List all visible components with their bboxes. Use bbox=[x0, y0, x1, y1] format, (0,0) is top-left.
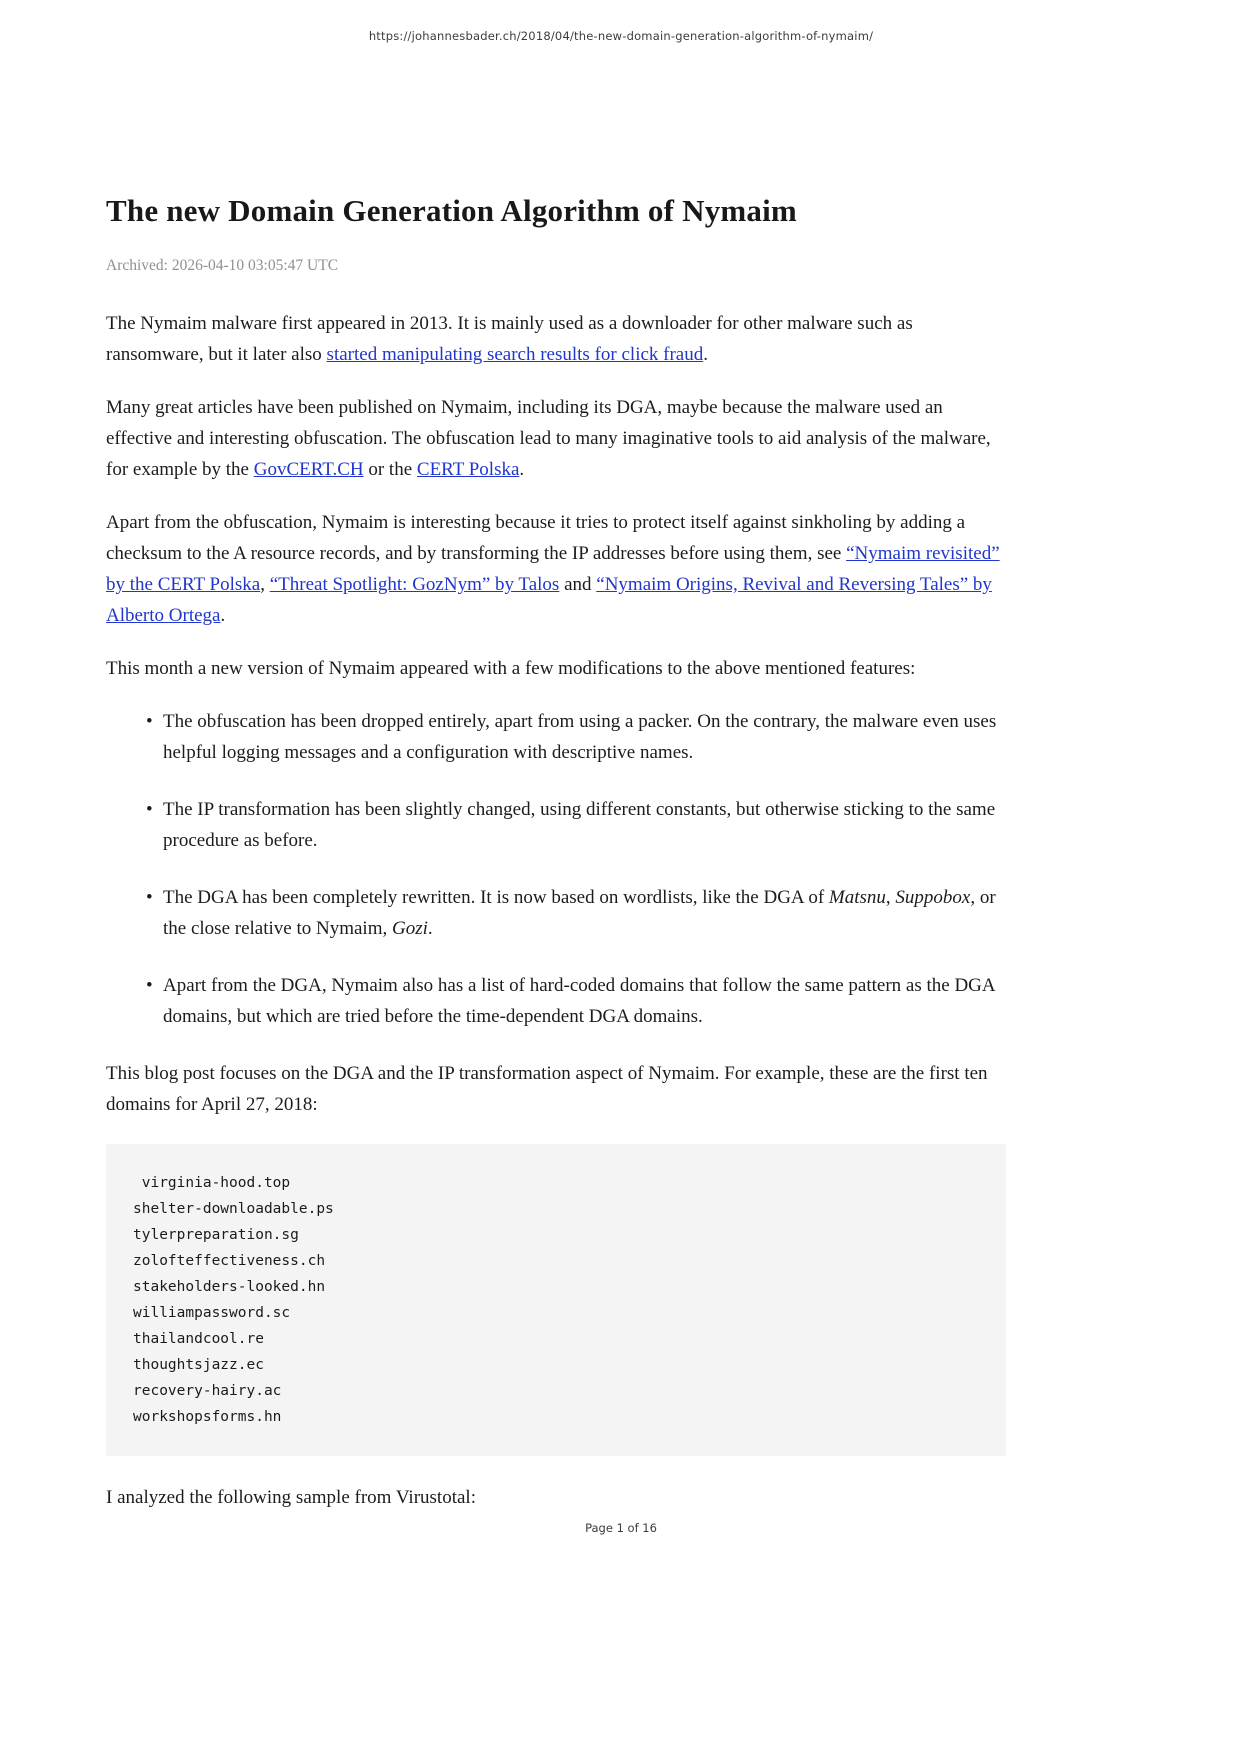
emphasis-text: Gozi bbox=[391, 918, 428, 939]
list-item-dga-rewritten bbox=[106, 882, 1006, 944]
page-number-footer: Page 1 of 16 bbox=[585, 1521, 657, 1535]
emphasis-text: Matsnu bbox=[828, 887, 886, 908]
text-run: Many great articles have been published on Nymaim, including its DGA, maybe because the malware used an effective and interesting obfuscation. The obfuscation lead to many imaginative tools to aid analysis of the malware, for example by the bbox=[106, 397, 991, 480]
code-line: thoughtsjazz.ec bbox=[133, 1357, 264, 1373]
inline-link[interactable]: “Nymaim revisited” by the CERT Polska bbox=[106, 543, 1000, 595]
text-run: , bbox=[885, 887, 896, 908]
text-run: I analyzed the following sample from Virustotal: bbox=[106, 1487, 476, 1508]
text-run: This blog post focuses on the DGA and the IP transformation aspect of Nymaim. For example, these are the first ten domains for April 27, 2018: bbox=[106, 1063, 988, 1115]
list-item-hardcoded-domains bbox=[106, 970, 1006, 1032]
text-run: Apart from the DGA, Nymaim also has a list of hard-coded domains that follow the same pattern as the DGA domains, but which are tried before the time-dependent DGA domains. bbox=[163, 975, 995, 1027]
paragraph-sinkholing bbox=[106, 507, 1006, 631]
inline-link[interactable]: CERT Polska bbox=[416, 459, 520, 480]
inline-link[interactable]: “Nymaim Origins, Revival and Reversing Tales” by Alberto Ortega bbox=[106, 574, 992, 626]
inline-link[interactable]: started manipulating search results for click fraud bbox=[326, 344, 704, 365]
page-title: The new Domain Generation Algorithm of Nymaim bbox=[106, 193, 797, 228]
paragraph-articles bbox=[106, 392, 1006, 485]
text-run: The DGA has been completely rewritten. It is now based on wordlists, like the DGA of bbox=[163, 887, 829, 908]
text-run: . bbox=[703, 344, 708, 365]
code-line: virginia-hood.top bbox=[133, 1175, 291, 1191]
text-run: , or the close relative to Nymaim, bbox=[163, 887, 996, 939]
list-item-ip-transformation bbox=[106, 794, 1006, 856]
paragraph-blog-focus bbox=[106, 1058, 1006, 1120]
code-line: recovery-hairy.ac bbox=[133, 1383, 282, 1399]
code-block-domains bbox=[106, 1144, 1006, 1456]
text-run: and bbox=[559, 574, 597, 595]
code-line: zolofteffectiveness.ch bbox=[133, 1253, 326, 1269]
paragraph-intro bbox=[106, 308, 1006, 370]
text-run: The IP transformation has been slightly changed, using different constants, but otherwise sticking to the same procedure as before. bbox=[163, 799, 996, 851]
feature-list bbox=[106, 706, 1006, 1032]
article bbox=[106, 192, 1006, 1535]
code-line: thailandcool.re bbox=[133, 1331, 264, 1347]
text-run: Apart from the obfuscation, Nymaim is interesting because it tries to protect itself against sinkholing by adding a checksum to the A resource records, and by transforming the IP addresses before using them, see bbox=[106, 512, 966, 564]
code-line: tylerpreparation.sg bbox=[133, 1227, 299, 1243]
code-line: stakeholders-looked.hn bbox=[133, 1279, 326, 1295]
page-header-url: https://johannesbader.ch/2018/04/the-new-domain-generation-algorithm-of-nymaim/ bbox=[368, 29, 874, 43]
code-line: workshopsforms.hn bbox=[133, 1409, 282, 1425]
list-item-obfuscation bbox=[106, 706, 1006, 768]
code-line: shelter-downloadable.ps bbox=[133, 1201, 334, 1217]
text-run: , bbox=[260, 574, 270, 595]
code-line: williampassword.sc bbox=[133, 1305, 291, 1321]
archived-timestamp: Archived: 2026-04-10 03:05:47 UTC bbox=[106, 257, 339, 274]
paragraph-sample bbox=[106, 1482, 1006, 1513]
paragraph-new-version bbox=[106, 653, 1006, 684]
inline-link[interactable]: GovCERT.CH bbox=[253, 459, 364, 480]
inline-link[interactable]: “Threat Spotlight: GozNym” by Talos bbox=[269, 574, 560, 595]
text-run: The obfuscation has been dropped entirely, apart from using a packer. On the contrary, the malware even uses helpful logging messages and a configuration with descriptive names. bbox=[163, 711, 997, 763]
text-run: This month a new version of Nymaim appeared with a few modifications to the above mentioned features: bbox=[106, 658, 916, 679]
text-run: . bbox=[427, 918, 433, 939]
text-run: or the bbox=[363, 459, 417, 480]
text-run: . bbox=[220, 605, 226, 626]
text-run: . bbox=[519, 459, 525, 480]
emphasis-text: Suppobox bbox=[895, 887, 971, 908]
text-run: The Nymaim malware first appeared in 2013. It is mainly used as a downloader for other malware such as ransomware, but it later also bbox=[106, 313, 913, 365]
